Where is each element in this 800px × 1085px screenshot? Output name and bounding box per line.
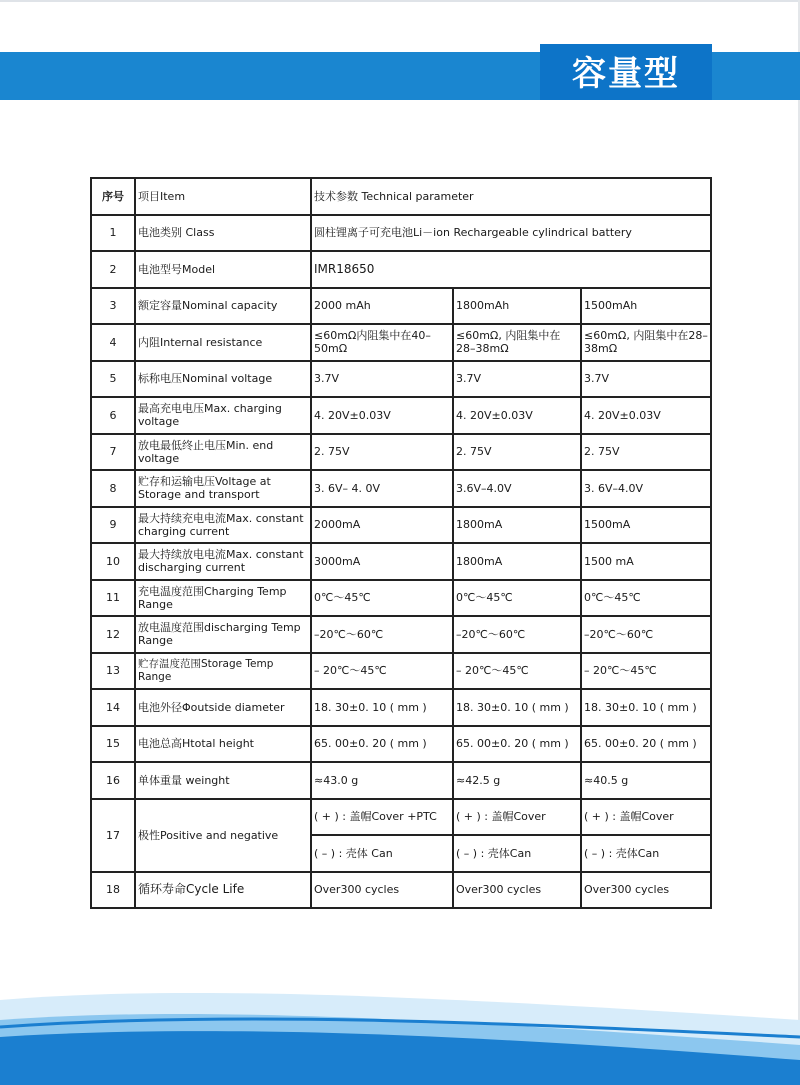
row-value-1500: Over300 cycles [581,872,711,909]
row-item: 内阻Internal resistance [135,324,311,361]
row-item: 放电最低终止电压Min. end voltage [135,434,311,471]
row-value-negative: ( – ) : 壳体Can [581,835,711,872]
row-number: 16 [91,762,135,799]
row-item: 放电温度范围discharging Temp Range [135,616,311,653]
row-value-2000: 2000mA [311,507,453,544]
row-item: 循环寿命Cycle Life [135,872,311,909]
row-number: 5 [91,361,135,398]
row-item: 充电温度范围Charging Temp Range [135,580,311,617]
row-value-negative: ( – ) : 壳体Can [453,835,581,872]
row-value-2000: 3.7V [311,361,453,398]
row-value-1500: 18. 30±0. 10 ( mm ) [581,689,711,726]
row-value-1500: – 20℃～45℃ [581,653,711,690]
row-number: 9 [91,507,135,544]
row-item: 极性Positive and negative [135,799,311,872]
row-value-1800: 3.6V–4.0V [453,470,581,507]
row-value-2000: –20℃～60℃ [311,616,453,653]
row-value: 圆柱锂离子可充电池Li－ion Rechargeable cylindrical battery [311,215,711,252]
table-row [91,762,711,799]
table-header-row [91,178,711,215]
row-item: 最大持续放电电流Max. constant discharging current [135,543,311,580]
row-value-2000: – 20℃～45℃ [311,653,453,690]
row-value: IMR18650 [311,251,711,288]
row-value-1500: 3.7V [581,361,711,398]
row-value-1800: 4. 20V±0.03V [453,397,581,434]
table-row [91,215,711,252]
row-value-2000: 18. 30±0. 10 ( mm ) [311,689,453,726]
table-row [91,470,711,507]
row-value-1500: ≈40.5 g [581,762,711,799]
row-value-1800: ≈42.5 g [453,762,581,799]
row-value-2000: 0℃～45℃ [311,580,453,617]
table-row [91,397,711,434]
row-item: 贮存和运输电压Voltage at Storage and transport [135,470,311,507]
row-item: 电池总高Htotal height [135,726,311,763]
row-number: 3 [91,288,135,325]
row-value-1500: 2. 75V [581,434,711,471]
row-value-1800: 3.7V [453,361,581,398]
row-number: 8 [91,470,135,507]
row-number: 10 [91,543,135,580]
row-number: 7 [91,434,135,471]
row-value-1800: – 20℃～45℃ [453,653,581,690]
row-item: 电池外径Φoutside diameter [135,689,311,726]
table-row [91,361,711,398]
row-number: 18 [91,872,135,909]
row-value-positive: ( + ) : 盖帽Cover +PTC [311,799,453,836]
table-row [91,799,711,836]
row-value-2000: 2000 mAh [311,288,453,325]
table-row [91,653,711,690]
table-row [91,434,711,471]
row-value-1800: –20℃～60℃ [453,616,581,653]
row-value-1500: 4. 20V±0.03V [581,397,711,434]
row-value-1500: 0℃～45℃ [581,580,711,617]
page-title: 容量型 [572,54,680,94]
row-value-1500: 1500mA [581,507,711,544]
row-item: 电池型号Model [135,251,311,288]
row-value-2000: ≈43.0 g [311,762,453,799]
row-value-1500: 3. 6V–4.0V [581,470,711,507]
table-row [91,543,711,580]
row-value-1800: 65. 00±0. 20 ( mm ) [453,726,581,763]
row-value-1500: 1500 mA [581,543,711,580]
row-number: 6 [91,397,135,434]
table-row [91,616,711,653]
table-row [91,726,711,763]
row-value-2000: 4. 20V±0.03V [311,397,453,434]
table-row [91,288,711,325]
row-value-1800: Over300 cycles [453,872,581,909]
top-border-line [0,0,800,2]
row-value-1800: 0℃～45℃ [453,580,581,617]
row-item: 标称电压Nominal voltage [135,361,311,398]
row-number: 12 [91,616,135,653]
row-value-1800: ≤60mΩ, 内阻集中在28–38mΩ [453,324,581,361]
row-number: 11 [91,580,135,617]
row-number: 14 [91,689,135,726]
row-number: 17 [91,799,135,872]
row-value-positive: ( + ) : 盖帽Cover [453,799,581,836]
row-number: 1 [91,215,135,252]
spec-table [90,177,712,909]
row-number: 15 [91,726,135,763]
row-value-1500: –20℃～60℃ [581,616,711,653]
row-item: 电池类别 Class [135,215,311,252]
row-value-2000: 65. 00±0. 20 ( mm ) [311,726,453,763]
row-item: 额定容量Nominal capacity [135,288,311,325]
row-value-2000: 3. 6V– 4. 0V [311,470,453,507]
header-parameter: 技术参数 Technical parameter [311,178,711,215]
row-value-1800: 1800mAh [453,288,581,325]
row-value-1800: 2. 75V [453,434,581,471]
row-value-1800: 1800mA [453,507,581,544]
row-value-2000: ≤60mΩ内阻集中在40–50mΩ [311,324,453,361]
footer-wave-decoration [0,965,800,1085]
row-number: 4 [91,324,135,361]
header-item: 项目Item [135,178,311,215]
row-value-2000: 3000mA [311,543,453,580]
header-no: 序号 [91,178,135,215]
row-item: 最大持续充电电流Max. constant charging current [135,507,311,544]
row-value-1500: 1500mAh [581,288,711,325]
row-value-1500: ≤60mΩ, 内阻集中在28–38mΩ [581,324,711,361]
table-row [91,580,711,617]
table-row [91,251,711,288]
table-row [91,689,711,726]
row-value-1500: 65. 00±0. 20 ( mm ) [581,726,711,763]
table-row [91,507,711,544]
row-value-positive: ( + ) : 盖帽Cover [581,799,711,836]
row-value-1800: 1800mA [453,543,581,580]
table-row [91,872,711,909]
row-item: 单体重量 weinght [135,762,311,799]
row-item: 最高充电电压Max. charging voltage [135,397,311,434]
row-value-2000: Over300 cycles [311,872,453,909]
row-value-1800: 18. 30±0. 10 ( mm ) [453,689,581,726]
table-row [91,324,711,361]
row-number: 13 [91,653,135,690]
row-number: 2 [91,251,135,288]
row-value-2000: 2. 75V [311,434,453,471]
row-value-negative: ( – ) : 壳体 Can [311,835,453,872]
row-item: 贮存温度范围Storage Temp Range [135,653,311,690]
